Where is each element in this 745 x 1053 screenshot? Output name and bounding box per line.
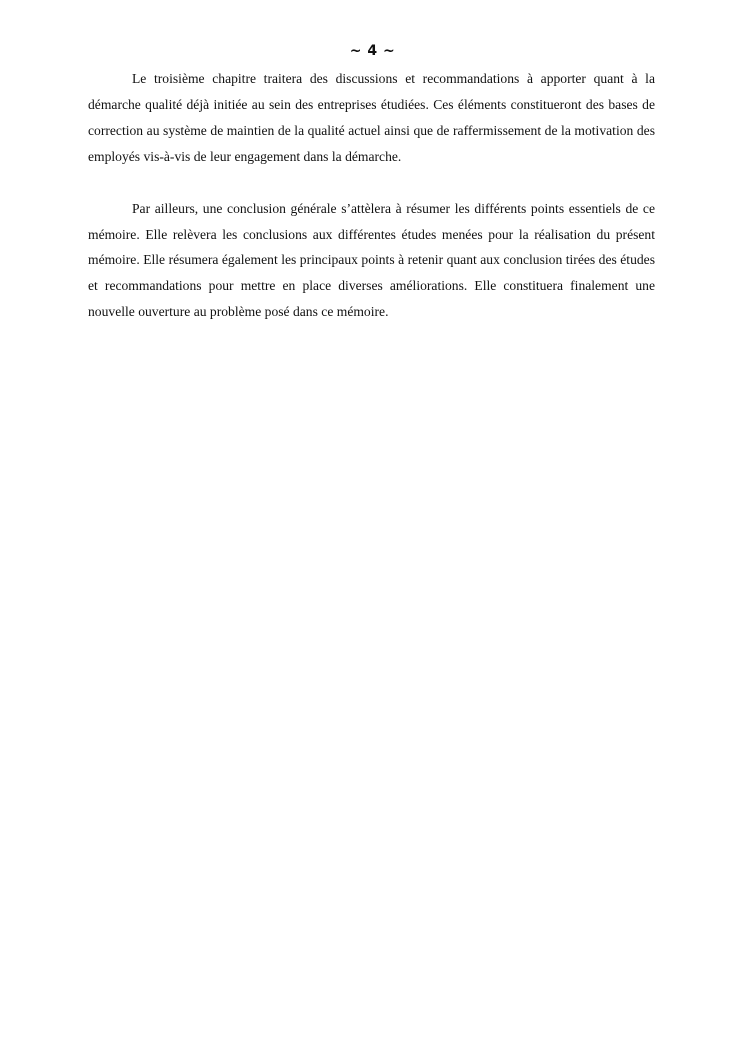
page-body bbox=[88, 66, 655, 325]
paragraph-general-conclusion: Par ailleurs, une conclusion générale s’attèlera à résumer les différents points essentiels de ce mémoire. Elle relèvera les conclusions aux différentes études menées pour la réalisation du présent mémoire. Elle résumera également les principaux points à retenir quant aux conclusion tirées des études et recommandations pour mettre en place diverses améliorations. Elle constituera finalement une nouvelle ouverture au problème posé dans ce mémoire. bbox=[88, 200, 655, 320]
paragraph-third-chapter: Le troisième chapitre traitera des discussions et recommandations à apporter quant à la démarche qualité déjà initiée au sein des entreprises étudiées. Ces éléments constitueront des bases de correction au système de maintien de la qualité actuel ainsi que de raffermissement de la motivation des employés vis-à-vis de leur engagement dans la démarche. bbox=[88, 71, 655, 164]
page-number: ~ 4 ~ bbox=[349, 43, 396, 59]
